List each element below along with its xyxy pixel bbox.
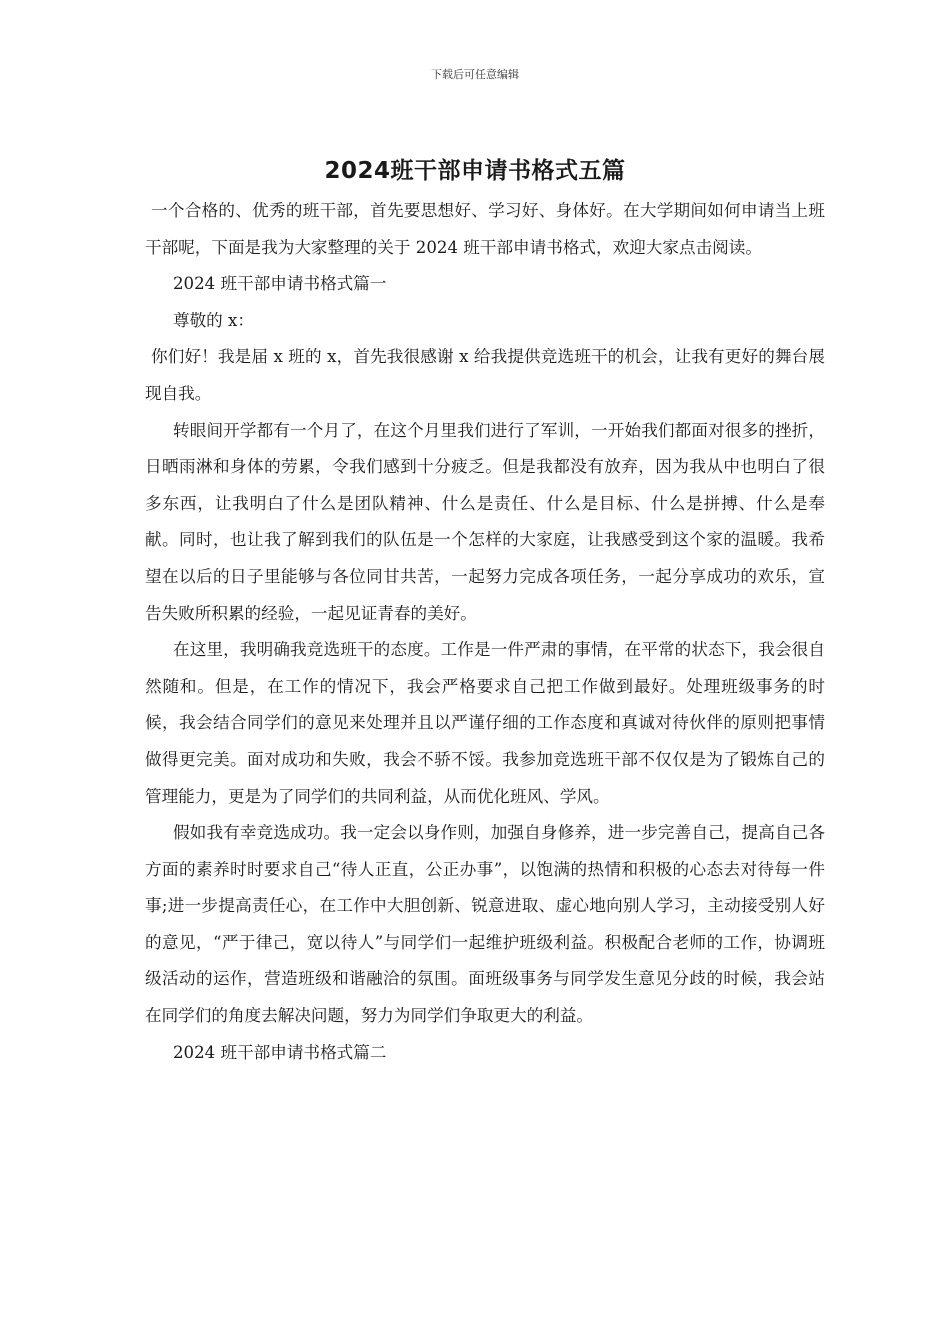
body-paragraph: 假如我有幸竞选成功。我一定会以身作则，加强自身修养，进一步完善自己，提高自己各方面的素养时时要求自己“待人正直，公正办事”，以饱满的热情和积极的心态去对待每一件事;进一步提高责任心，在工作中大胆创新、锐意进取、虚心地向别人学习，主动接受别人好的意见，“严于律己，宽以待人”与同学们一起维护班级利益。积极配合老师的工作，协调班级活动的运作，营造班级和谐融洽的氛围。面班级事务与同学发生意见分歧的时候，我会站在同学们的角度去解决问题，努力为同学们争取更大的利益。 xyxy=(145,823,825,1026)
body-paragraph: 在这里，我明确我竞选班干的态度。工作是一件严肃的事情，在平常的状态下，我会很自然随和。但是，在工作的情况下，我会严格要求自己把工作做到最好。处理班级事务的时候，我会结合同学们的意见来处理并且以严谨仔细的工作态度和真诚对待伙伴的原则把事情做得更完美。面对成功和失败，我会不骄不馁。我参加竞选班干部不仅仅是为了锻炼自己的管理能力，更是为了同学们的共同利益，从而优化班风、学风。 xyxy=(145,640,825,806)
document-title: 2024班干部申请书格式五篇 xyxy=(324,158,626,184)
body-paragraph: 你们好！我是届 x 班的 x，首先我很感谢 x 给我提供竞选班干的机会，让我有更好的舞台展现自我。 xyxy=(145,347,825,403)
section-heading-1: 2024 班干部申请书格式篇一 xyxy=(173,274,387,294)
header-note: 下载后可任意编辑 xyxy=(431,68,519,81)
document-body xyxy=(145,193,825,1071)
section-heading-2: 2024 班干部申请书格式篇二 xyxy=(173,1042,387,1062)
intro-paragraph: 一个合格的、优秀的班干部，首先要思想好、学习好、身体好。在大学期间如何申请当上班干部呢，下面是我为大家整理的关于 2024 班干部申请书格式，欢迎大家点击阅读。 xyxy=(145,201,825,257)
salutation: 尊敬的 x： xyxy=(173,310,255,330)
body-paragraph: 转眼间开学都有一个月了，在这个月里我们进行了军训，一开始我们都面对很多的挫折，日晒雨淋和身体的劳累，令我们感到十分疲乏。但是我都没有放弃，因为我从中也明白了很多东西，让我明白了什么是团队精神、什么是责任、什么是目标、什么是拼搏、什么是奉献。同时，也让我了解到我们的队伍是一个怎样的大家庭，让我感受到这个家的温暖。我希望在以后的日子里能够与各位同甘共苦，一起努力完成各项任务，一起分享成功的欢乐，宣告失败所积累的经验，一起见证青春的美好。 xyxy=(145,420,825,623)
